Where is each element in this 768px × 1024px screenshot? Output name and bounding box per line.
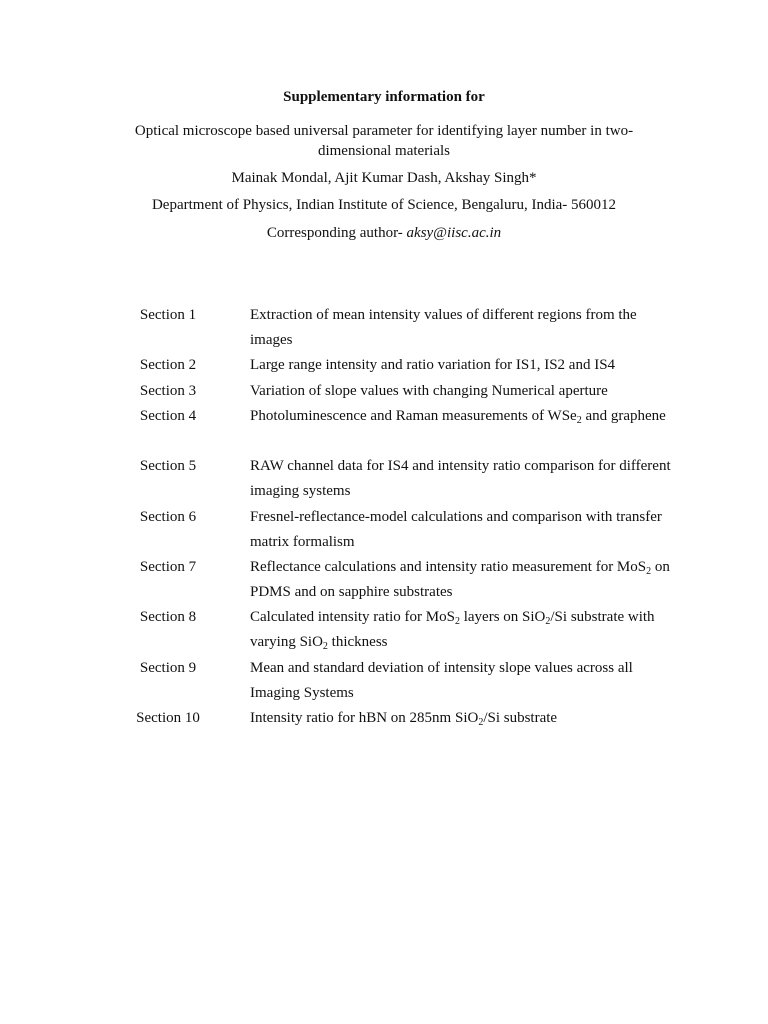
- toc-section-description: Large range intensity and ratio variation for IS1, IS2 and IS4: [250, 357, 616, 373]
- toc-section-number: Section 5: [139, 458, 197, 474]
- toc-section-description: Calculated intensity ratio for MoS$_2$ layers on SiO$_2$/Si substrate with varying SiO$_2$ thickness: [250, 609, 655, 652]
- subscript: 2: [322, 641, 328, 652]
- toc-section-description: Extraction of mean intensity values of different regions from the images: [250, 307, 637, 348]
- corresponding-label: Corresponding author-: [266, 225, 407, 241]
- toc-section-description: Intensity ratio for hBN on 285nm SiO$_2$/Si substrate: [250, 710, 558, 728]
- toc-section-number: Section 9: [139, 660, 197, 676]
- toc-section-number: Section 2: [139, 357, 197, 373]
- toc-section-description: Fresnel-reflectance-model calculations and comparison with transfer matrix formalism: [250, 509, 662, 550]
- corresponding-author: [0, 224, 768, 242]
- toc-section-number: Section 3: [139, 383, 197, 399]
- corresponding-email: aksy@iisc.ac.in: [406, 225, 502, 241]
- supplementary-title: Supplementary information for: [283, 89, 485, 105]
- toc-section-number: Section 6: [139, 509, 197, 525]
- toc-section-number: Section 8: [139, 609, 197, 625]
- subscript: 2: [454, 616, 460, 627]
- toc-section-number: Section 7: [139, 559, 197, 575]
- subscript: 2: [545, 616, 551, 627]
- toc-section-number: Section 10: [136, 710, 200, 726]
- toc-section-description: RAW channel data for IS4 and intensity ratio comparison for different imaging systems: [250, 458, 671, 499]
- toc-section-number: Section 4: [139, 408, 197, 424]
- subscript: 2: [646, 566, 652, 577]
- toc-section-description: Variation of slope values with changing Numerical aperture: [250, 383, 608, 399]
- subscript: 2: [576, 415, 582, 426]
- affiliation: Department of Physics, Indian Institute of Science, Bengaluru, India- 560012: [151, 197, 617, 213]
- toc-section-description: Photoluminescence and Raman measurements of WSe$_2$ and graphene: [250, 408, 666, 426]
- paper-title: Optical microscope based universal parameter for identifying layer number in two-dimensional materials: [134, 123, 634, 159]
- subscript: 2: [478, 717, 484, 728]
- authors: Mainak Mondal, Ajit Kumar Dash, Akshay Singh*: [231, 170, 537, 186]
- toc-section-number: Section 1: [139, 307, 197, 323]
- toc-section-description: Reflectance calculations and intensity ratio measurement for MoS$_2$ on PDMS and on sapphire substrates: [250, 559, 670, 600]
- toc-section-description: Mean and standard deviation of intensity slope values across all Imaging Systems: [250, 660, 633, 701]
